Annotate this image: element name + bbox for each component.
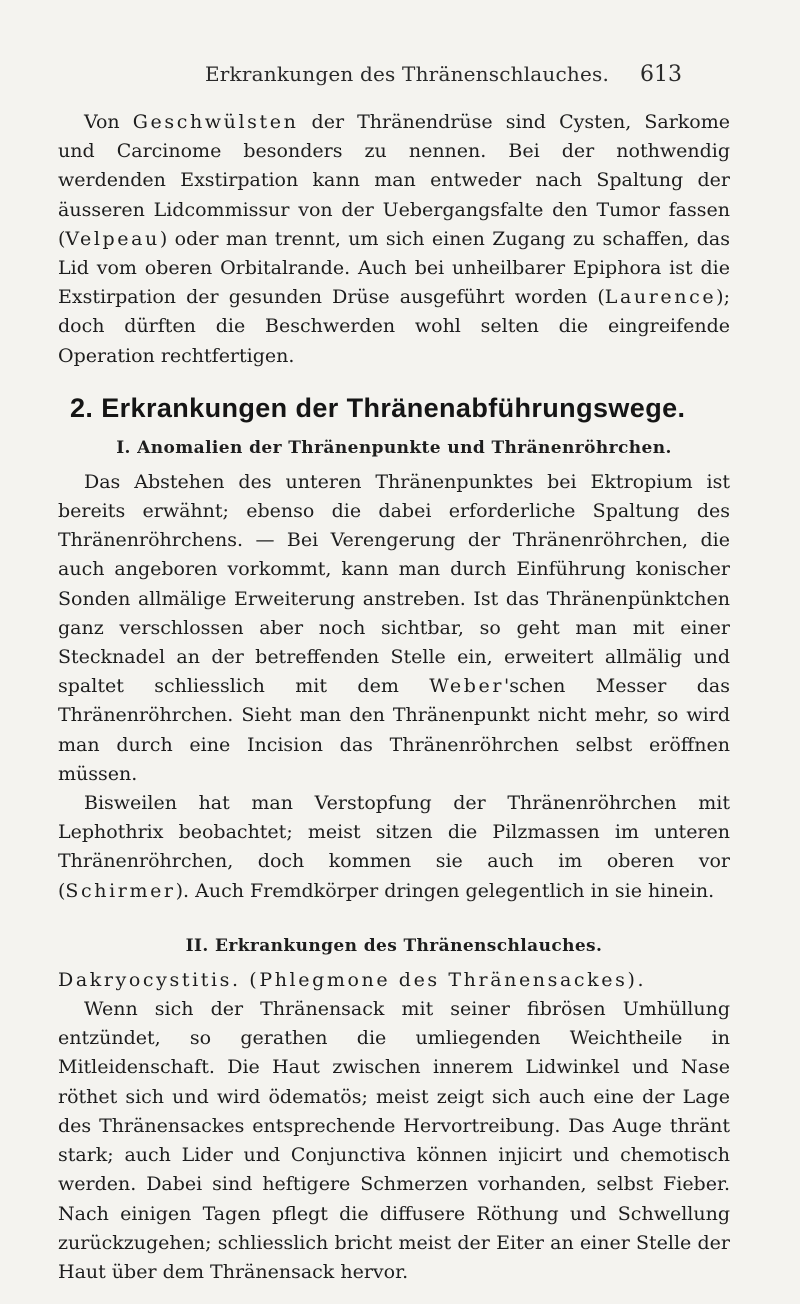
topic-subtitle: (Phlegmone des Thränensackes). bbox=[240, 968, 647, 991]
topic-term: Dakryocystitis. bbox=[58, 968, 241, 991]
author-name: Laurence bbox=[604, 286, 717, 309]
section-heading: 2. Erkrankungen der Thränenabführungswege. bbox=[70, 392, 686, 423]
text-run: der Thränendrüse sind Cysten, Sarkome und Carcinome besonders zu nennen. Bei der nothwendig werdenden Exstirpation kann man entweder nach Spaltung der äusseren Lidcommissur von der Uebergangsfalte den Tumor fassen ( bbox=[58, 111, 730, 250]
paragraph-obstruction bbox=[58, 789, 730, 906]
subsection-heading: I. Anomalien der Thränenpunkte und Thränenröhrchen. bbox=[116, 437, 672, 458]
text-run: ). Auch Fremdkörper dringen gelegentlich in sie hinein. bbox=[175, 879, 715, 902]
body-text bbox=[58, 108, 730, 1287]
page-number: 613 bbox=[640, 62, 682, 87]
text-run: 'schen Messer das Thränenröhrchen. Sieht man den Thränenpunkt nicht mehr, so wird man durch eine Incision das Thränenröhrchen selbst eröffnen müssen. bbox=[58, 675, 730, 785]
subsection-heading: II. Erkrankungen des Thränenschlauches. bbox=[185, 935, 603, 956]
paragraph-anomalies bbox=[58, 468, 730, 789]
topic-line bbox=[58, 966, 730, 995]
emphasis-term: Geschwülsten bbox=[132, 111, 299, 133]
text-run: Bisweilen hat man Verstopfung der Thränenröhrchen mit Lephothrix beobachtet; meist sitzen die Pilzmassen im unteren Thränenröhrchen, doch kommen sie auch im oberen vor ( bbox=[58, 792, 730, 902]
text-run: Von bbox=[84, 111, 133, 133]
text-run: Das Abstehen des unteren Thränenpunktes bei Ektropium ist bereits erwähnt; ebenso die dabei erforderliche Spaltung des Thränenröhrchens. — Bei Verengerung der Thränenröhrchen, die auch angeboren vorkommt, kann man durch Einführung konischer Sonden allmälige Erweiterung anstreben. Ist das Thränenpünktchen ganz verschlossen aber noch sichtbar, so geht man mit einer Stecknadel an der betreffenden Stelle ein, erweitert allmälig und spaltet schliesslich mit dem bbox=[58, 470, 730, 698]
author-name: Weber bbox=[429, 675, 505, 698]
paragraph-tumors bbox=[58, 108, 730, 371]
paragraph-dacryocystitis: Wenn sich der Thränensack mit seiner fibrösen Umhüllung entzündet, so gerathen die umliegenden Weichtheile in Mitleidenschaft. Die Haut zwischen innerem Lidwinkel und Nase röthet sich und wird ödematös; meist zeigt sich auch eine der Lage des Thränensackes entsprechende Hervortreibung. Das Auge thränt stark; auch Lider und Conjunctiva können injicirt und chemotisch werden. Dabei sind heftigere Schmerzen vorhanden, selbst Fieber. Nach einigen Tagen pflegt die diffusere Röthung und Schwellung zurückzugehen; schliesslich bricht meist der Eiter an einer Stelle der Haut über dem Thränensack hervor. bbox=[58, 998, 730, 1283]
author-name: Velpeau bbox=[65, 227, 160, 250]
running-title: Erkrankungen des Thränenschlauches. bbox=[205, 62, 610, 86]
text-run: ); doch dürften die Beschwerden wohl selten die eingreifende Operation rechtfertigen. bbox=[58, 286, 730, 367]
text-run: ) oder man trennt, um sich einen Zugang zu schaffen, das Lid vom oberen Orbitalrande. Auch bei unheilbarer Epiphora ist die Exstirpation der gesunden Drüse ausgeführt worden ( bbox=[58, 227, 730, 309]
running-header bbox=[0, 62, 800, 92]
author-name: Schirmer bbox=[65, 879, 176, 902]
